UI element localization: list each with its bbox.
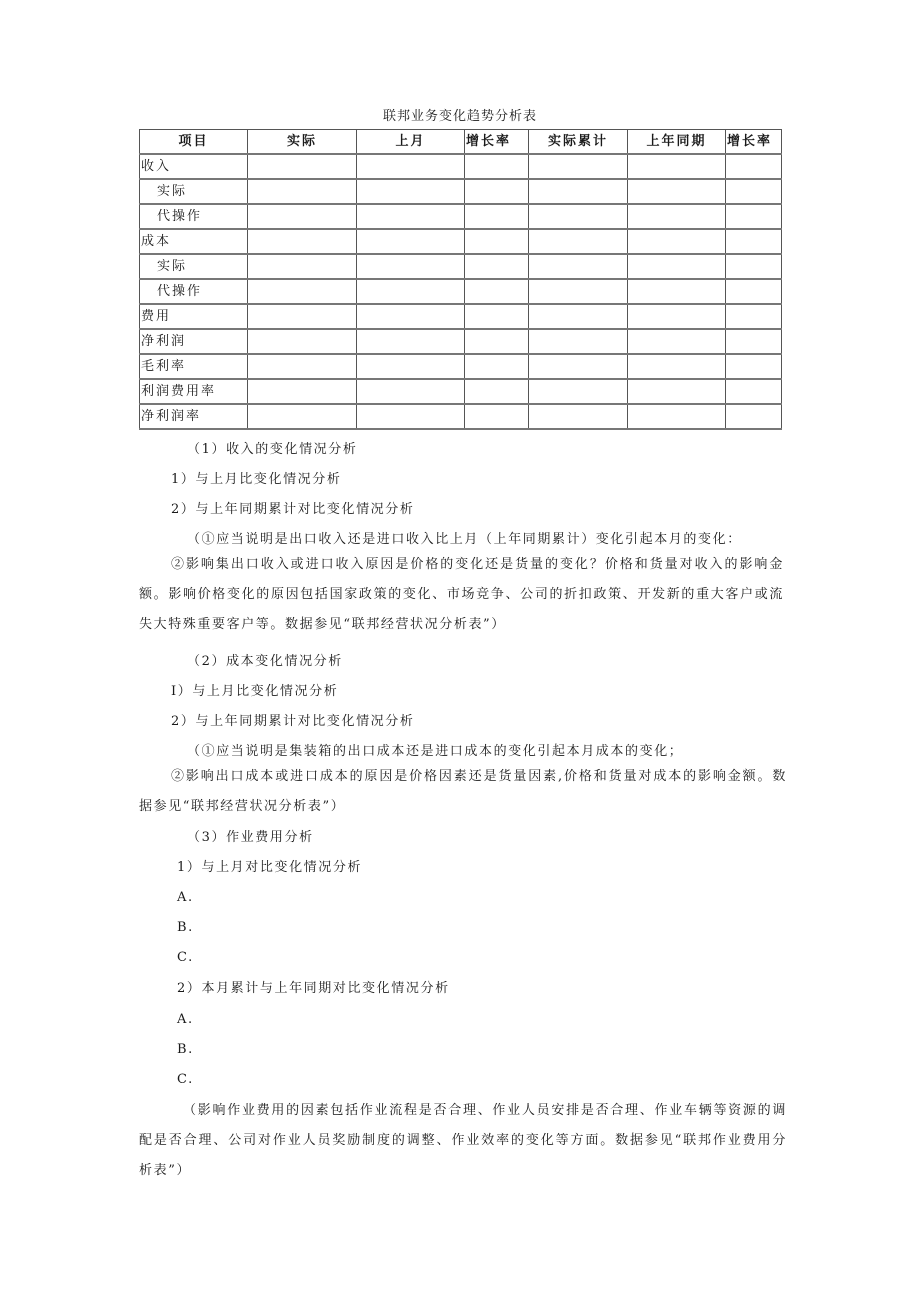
table-cell[interactable]	[726, 179, 782, 204]
table-cell[interactable]	[726, 229, 782, 254]
table-cell[interactable]	[726, 404, 782, 429]
table-cell[interactable]	[529, 354, 628, 379]
table-cell[interactable]	[529, 304, 628, 329]
table-cell[interactable]	[628, 404, 726, 429]
table-cell[interactable]	[248, 354, 357, 379]
table-cell[interactable]	[465, 179, 529, 204]
table-cell[interactable]	[357, 279, 465, 304]
row-label: 收入	[140, 154, 248, 179]
table-cell[interactable]	[248, 329, 357, 354]
income-item-1: 1）与上月比变化情况分析	[171, 472, 342, 487]
table-cell[interactable]	[726, 279, 782, 304]
business-trend-table	[139, 129, 782, 430]
table-cell[interactable]	[248, 179, 357, 204]
header-growth-rate-yoy: 增长率	[726, 130, 782, 155]
table-cell[interactable]	[529, 379, 628, 404]
table-title: 联邦业务变化趋势分析表	[382, 109, 537, 124]
row-label: 利润费用率	[140, 379, 248, 404]
table-cell[interactable]	[248, 279, 357, 304]
cost-heading: （2）成本变化情况分析	[187, 654, 343, 669]
table-cell[interactable]	[628, 254, 726, 279]
expense-item-1-point-c: C.	[177, 950, 194, 965]
table-header-row	[140, 130, 782, 155]
cost-note-2: ②影响出口成本或进口成本的原因是价格因素还是货量因素,价格和货量对成本的影响金额。数据参见“联邦经营状况分析表”）	[139, 769, 787, 814]
table-row	[140, 154, 782, 179]
table-cell[interactable]	[529, 279, 628, 304]
table-cell[interactable]	[465, 254, 529, 279]
table-cell[interactable]	[248, 404, 357, 429]
table-cell[interactable]	[357, 304, 465, 329]
income-note-2: ②影响集出口收入或进口收入原因是价格的变化还是货量的变化？价格和货量对收入的影响金额。影响价格变化的原因包括国家政策的变化、市场竞争、公司的折扣政策、开发新的重大客户或流失大特殊重要客户等。数据参见“联邦经营状况分析表”）	[139, 557, 784, 632]
table-row	[140, 204, 782, 229]
table-cell[interactable]	[357, 379, 465, 404]
table-cell[interactable]	[628, 204, 726, 229]
table-cell[interactable]	[529, 229, 628, 254]
row-label: 费用	[140, 304, 248, 329]
table-cell[interactable]	[529, 179, 628, 204]
table-cell[interactable]	[357, 154, 465, 179]
header-actual: 实际	[248, 130, 357, 155]
table-row	[140, 379, 782, 404]
table-cell[interactable]	[529, 329, 628, 354]
row-label: 代操作	[140, 204, 248, 229]
table-cell[interactable]	[465, 404, 529, 429]
table-cell[interactable]	[529, 404, 628, 429]
table-cell[interactable]	[357, 179, 465, 204]
row-label: 毛利率	[140, 354, 248, 379]
table-cell[interactable]	[529, 154, 628, 179]
expense-item-1-point-b: B.	[177, 920, 194, 935]
table-cell[interactable]	[726, 304, 782, 329]
table-row	[140, 304, 782, 329]
row-label: 实际	[140, 179, 248, 204]
table-cell[interactable]	[357, 354, 465, 379]
income-heading: （1）收入的变化情况分析	[187, 442, 358, 457]
table-cell[interactable]	[465, 279, 529, 304]
table-cell[interactable]	[248, 204, 357, 229]
table-cell[interactable]	[465, 379, 529, 404]
expense-item-2-point-c: C.	[177, 1072, 194, 1087]
table-cell[interactable]	[726, 354, 782, 379]
table-cell[interactable]	[465, 354, 529, 379]
income-item-2: 2）与上年同期累计对比变化情况分析	[171, 502, 415, 517]
expense-item-2-point-b: B.	[177, 1042, 194, 1057]
cost-note-1: （①应当说明是集装箱的出口成本还是进口成本的变化引起本月成本的变化；	[187, 744, 684, 759]
row-label: 实际	[140, 254, 248, 279]
table-cell[interactable]	[248, 304, 357, 329]
table-row	[140, 329, 782, 354]
table-cell[interactable]	[529, 254, 628, 279]
expense-note: （影响作业费用的因素包括作业流程是否合理、作业人员安排是否合理、作业车辆等资源的调配是否合理、公司对作业人员奖励制度的调整、作业效率的变化等方面。数据参见“联邦作业费用分析表”）	[139, 1103, 787, 1178]
row-label: 代操作	[140, 279, 248, 304]
header-last-month: 上月	[357, 130, 465, 155]
header-same-period-last-year: 上年同期	[628, 130, 726, 155]
table-row	[140, 179, 782, 204]
expense-item-2-point-a: A.	[177, 1012, 194, 1027]
table-cell[interactable]	[465, 304, 529, 329]
table-row	[140, 404, 782, 429]
table-cell[interactable]	[357, 404, 465, 429]
table-cell[interactable]	[465, 229, 529, 254]
table-cell[interactable]	[726, 379, 782, 404]
table-cell[interactable]	[628, 279, 726, 304]
income-note-1: （①应当说明是出口收入还是进口收入比上月（上年同期累计）变化引起本月的变化：	[187, 532, 742, 547]
table-cell[interactable]	[465, 329, 529, 354]
table-cell[interactable]	[628, 154, 726, 179]
table-cell[interactable]	[628, 179, 726, 204]
expense-item-1-point-a: A.	[177, 890, 194, 905]
header-growth-rate: 增长率	[465, 130, 529, 155]
cost-item-1: I）与上月比变化情况分析	[171, 684, 339, 699]
table-row	[140, 354, 782, 379]
row-label: 净利润	[140, 329, 248, 354]
cost-item-2: 2）与上年同期累计对比变化情况分析	[171, 714, 415, 729]
table-cell[interactable]	[726, 329, 782, 354]
table-cell[interactable]	[465, 154, 529, 179]
table-cell[interactable]	[248, 154, 357, 179]
header-item: 项目	[140, 130, 248, 155]
row-label: 成本	[140, 229, 248, 254]
table-cell[interactable]	[357, 329, 465, 354]
table-row	[140, 254, 782, 279]
table-cell[interactable]	[529, 204, 628, 229]
table-cell[interactable]	[628, 329, 726, 354]
table-cell[interactable]	[248, 379, 357, 404]
table-cell[interactable]	[726, 254, 782, 279]
expense-item-2: 2）本月累计与上年同期对比变化情况分析	[177, 981, 450, 996]
expense-heading: （3）作业费用分析	[187, 830, 314, 845]
table-cell[interactable]	[248, 229, 357, 254]
table-cell[interactable]	[357, 204, 465, 229]
table-cell[interactable]	[248, 254, 357, 279]
table-cell[interactable]	[628, 354, 726, 379]
header-actual-cumulative: 实际累计	[529, 130, 628, 155]
table-cell[interactable]	[628, 229, 726, 254]
table-cell[interactable]	[465, 204, 529, 229]
expense-item-1: 1）与上月对比变化情况分析	[177, 860, 363, 875]
table-cell[interactable]	[726, 154, 782, 179]
table-row	[140, 229, 782, 254]
table-cell[interactable]	[357, 229, 465, 254]
table-cell[interactable]	[628, 304, 726, 329]
table-cell[interactable]	[726, 204, 782, 229]
row-label: 净利润率	[140, 404, 248, 429]
table-row	[140, 279, 782, 304]
table-cell[interactable]	[628, 379, 726, 404]
table-cell[interactable]	[357, 254, 465, 279]
